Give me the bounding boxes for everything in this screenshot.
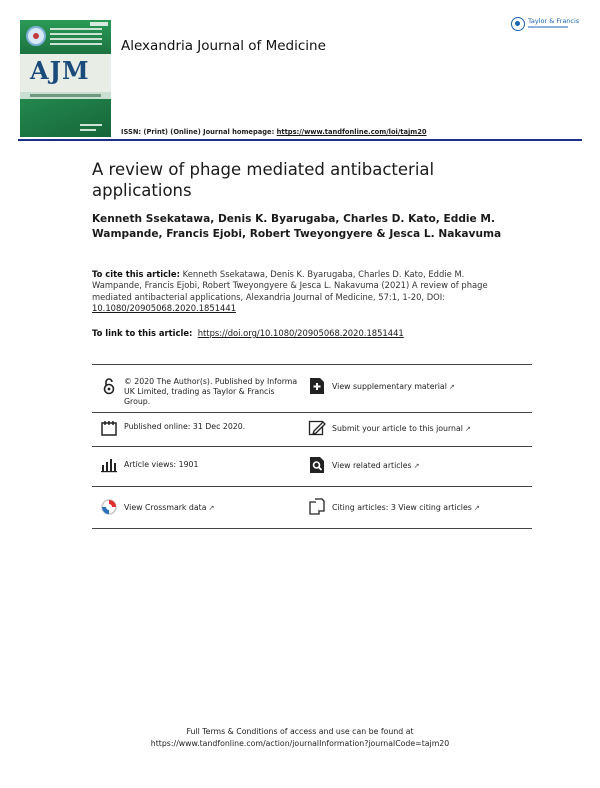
crossmark-label: View Crossmark data <box>124 503 207 512</box>
journal-title: Alexandria Journal of Medicine <box>121 38 326 54</box>
journal-homepage-link[interactable]: https://www.tandfonline.com/loi/tajm20 <box>276 128 427 136</box>
views-item <box>100 456 300 474</box>
citing-label: Citing articles: 3 View citing articles <box>332 503 472 512</box>
article-link-line <box>92 328 404 338</box>
info-divider <box>92 528 532 529</box>
open-access-icon <box>100 377 118 395</box>
publisher-logo[interactable] <box>511 17 585 35</box>
citing-item[interactable] <box>308 498 532 516</box>
license-item <box>100 377 300 407</box>
info-divider <box>92 446 532 447</box>
citation-doi-link[interactable]: 10.1080/20905068.2020.1851441 <box>92 303 237 314</box>
external-link-icon: ↗ <box>208 504 215 512</box>
journal-cover <box>20 20 111 137</box>
supplementary-label: View supplementary material <box>332 382 447 391</box>
crossmark-link[interactable] <box>124 503 214 513</box>
related-link[interactable] <box>332 461 419 471</box>
issn-label: ISSN: (Print) (Online) Journal homepage: <box>121 128 275 136</box>
external-link-icon: ↗ <box>464 425 471 433</box>
citing-link[interactable] <box>332 503 480 513</box>
supplementary-link[interactable] <box>332 382 455 392</box>
published-date: Published online: 31 Dec 2020. <box>124 422 246 431</box>
calendar-icon <box>100 419 118 437</box>
publisher-name: Taylor & Francis <box>528 17 580 25</box>
cover-acronym: AJM <box>30 56 90 85</box>
submit-link[interactable] <box>332 424 471 434</box>
published-item <box>100 419 300 437</box>
external-link-icon: ↗ <box>473 504 480 512</box>
article-title: A review of phage mediated antibacterial applications <box>92 160 435 200</box>
submit-label: Submit your article to this journal <box>332 424 463 433</box>
article-views: Article views: 1901 <box>124 460 199 469</box>
external-link-icon: ↗ <box>448 383 455 391</box>
copy-pages-icon <box>308 498 326 516</box>
related-item[interactable] <box>308 456 532 474</box>
footer-terms: Full Terms & Conditions of access and use can be found at <box>186 727 414 736</box>
external-link-icon: ↗ <box>413 462 420 470</box>
info-divider <box>92 364 532 365</box>
search-document-icon <box>308 456 326 474</box>
info-divider <box>92 412 532 413</box>
issn-line <box>121 128 427 136</box>
supplementary-item[interactable] <box>308 377 532 395</box>
header-divider <box>18 139 582 141</box>
citation-text: Kenneth Ssekatawa, Denis K. Byarugaba, Charles D. Kato, Eddie M. Wampande, Francis Ejobi, Robert Tweyongyere & Jesca L. Nakavuma (2021) A review of phage mediated antibacterial applications, Alexandria Journal of Medicine, 57:1, 1-20, DOI: <box>92 269 488 302</box>
crossmark-item[interactable] <box>100 498 300 516</box>
footer-url[interactable]: https://www.tandfonline.com/action/journalInformation?journalCode=tajm20 <box>150 739 450 748</box>
publisher-logo-icon <box>511 17 525 31</box>
article-link-label: To link to this article: <box>92 328 193 338</box>
article-authors: Kenneth Ssekatawa, Denis K. Byarugaba, Charles D. Kato, Eddie M. Wampande, Francis Ejobi, Robert Tweyongyere & Jesca L. Nakavuma <box>92 213 502 240</box>
plus-document-icon <box>308 377 326 395</box>
related-label: View related articles <box>332 461 412 470</box>
info-divider <box>92 486 532 487</box>
bar-chart-icon <box>100 456 118 474</box>
license-text: © 2020 The Author(s). Published by Informa UK Limited, trading as Taylor & Francis Group. <box>124 377 298 406</box>
crossmark-icon <box>100 498 118 516</box>
pen-icon <box>308 419 326 437</box>
article-doi-url[interactable]: https://doi.org/10.1080/20905068.2020.1851441 <box>197 328 404 338</box>
citation-block <box>92 269 512 315</box>
citation-label: To cite this article: <box>92 269 180 279</box>
footer <box>0 726 600 750</box>
submit-item[interactable] <box>308 419 532 437</box>
